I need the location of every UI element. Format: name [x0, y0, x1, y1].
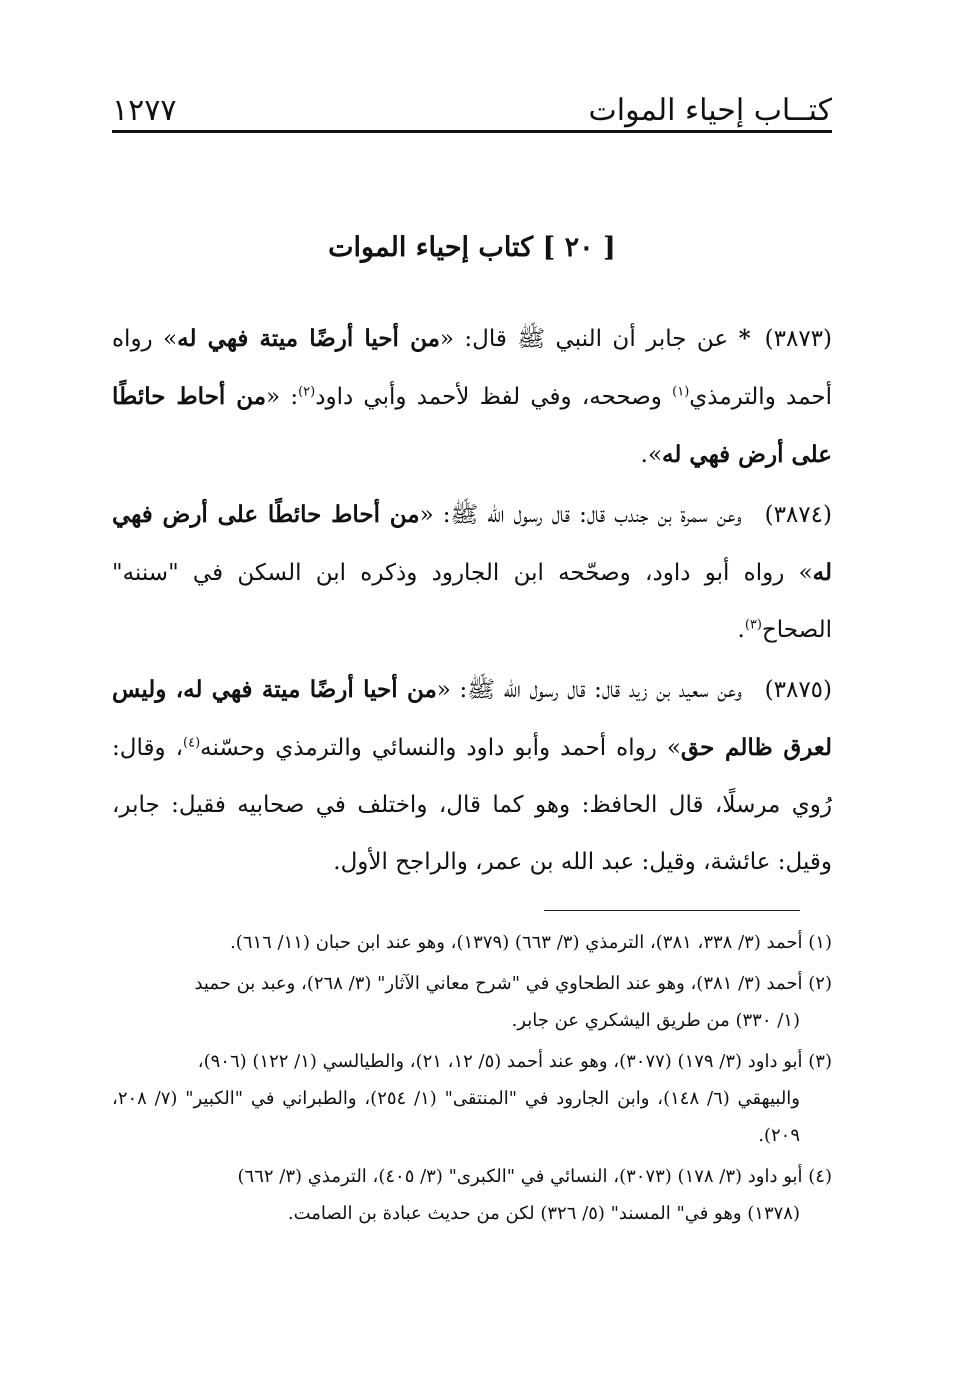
footnote-continuation: والبيهقي (٦/ ١٤٨)، وابن الجارود في "المنتقى" (١/ ٢٥٤)، والطبراني في "الكبير" (٧/ ٢٠٨، ٢٠٩). [112, 1088, 801, 1146]
hadith-text: » رواه أبو داود، وصحّحه ابن الجارود وذكره ابن السكن في "سننه" الصحاح [112, 560, 832, 643]
hadith-text: : « [266, 384, 299, 410]
footnote-ref: (١) [672, 384, 690, 400]
hadith-text: وعن سعيد بن زيد قال: قال رسول الله ﷺ: « [436, 677, 742, 703]
page-number: ١٢٧٧ [112, 92, 177, 128]
hadith-text: » رواه أحمد وأبو داود والنسائي والترمذي وحسّنه [200, 735, 681, 761]
hadith-matn: من أحاط حائطًا على أرض فهي له [112, 383, 832, 468]
hadith-number: (٣٨٧٤) [764, 502, 832, 528]
hadith-text: وعن سمرة بن جندب قال: قال رسول الله ﷺ: « [419, 502, 742, 528]
main-text [112, 310, 832, 893]
hadith-3874 [112, 486, 832, 659]
hadith-number: (٣٨٧٥) [764, 677, 833, 703]
footnote-text: (١) أحمد (٣/ ٣٣٨، ٣٨١)، الترمذي (٣/ ٦٦٣) (١٣٧٩)، وهو عند ابن حبان (١١/ ٦١٦). [230, 932, 832, 953]
hadith-text: » رواه أحمد والترمذي [112, 326, 832, 410]
hadith-number: (٣٨٧٣) [764, 326, 833, 352]
hadith-text: . [737, 617, 745, 643]
hadith-3875 [112, 661, 832, 891]
footnote-2 [112, 965, 832, 1039]
footnote-continuation: (١٣٧٨) وهو في" المسند" (٥/ ٣٢٦) لكن من حديث عبادة بن الصامت. [287, 1203, 800, 1224]
hadith-text: ، وقال: رُوي مرسلًا، قال الحافظ: وهو كما قال، واختلف في صحابيه فقيل: جابر، وقيل: عائشة، وقيل: عبد الله بن عمر، والراجح الأول. [112, 735, 832, 875]
hadith-3873 [112, 310, 832, 484]
chapter-title: [ ٢٠ ] كتاب إحياء الموات [328, 232, 616, 263]
footnote-4 [112, 1158, 832, 1232]
hadith-text: عن جابر أن النبي ﷺ قال: « [439, 326, 729, 352]
footnote-text: (٣) أبو داود (٣/ ١٧٩) (٣٠٧٧)، وهو عند أحمد (٥/ ١٢، ٢١)، والطيالسي (١/ ١٢٢) (٩٠٦)، [197, 1051, 832, 1072]
footnote-text: (٢) أحمد (٣/ ٣٨١)، وهو عند الطحاوي في "شرح معاني الآثار" (٣/ ٢٦٨)، وعبد بن حميد [194, 973, 832, 994]
footnotes [112, 924, 832, 1236]
footnote-text: (٤) أبو داود (٣/ ١٧٨) (٣٠٧٣)، النسائي في "الكبرى" (٣/ ٤٠٥)، الترمذي (٣/ ٦٦٢) [237, 1166, 832, 1187]
footnote-1 [112, 924, 832, 961]
footnote-separator [544, 910, 800, 911]
hadith-text: ». [640, 442, 663, 468]
running-title: كتــاب إحياء الموات [588, 92, 832, 128]
header-rule [112, 130, 832, 133]
hadith-matn: من أحاط حائطًا على أرض فهي له [112, 501, 832, 586]
star-marker: * [738, 325, 751, 352]
footnote-ref: (٤) [183, 735, 201, 751]
running-header [112, 88, 832, 132]
hadith-matn: من أحيا أرضًا ميتة فهي له [177, 325, 440, 352]
footnote-continuation: (١/ ٣٣٠) من طريق اليشكري عن جابر. [511, 1010, 800, 1031]
hadith-matn: من أحيا أرضًا ميتة فهي له، وليس لعرق ظالم حق [112, 676, 832, 761]
footnote-3 [112, 1043, 832, 1154]
footnote-ref: (٣) [744, 617, 762, 633]
footnote-ref: (٢) [298, 384, 316, 400]
hadith-text: وصححه، وفي لفظ لأحمد وأبي داود [315, 384, 673, 410]
